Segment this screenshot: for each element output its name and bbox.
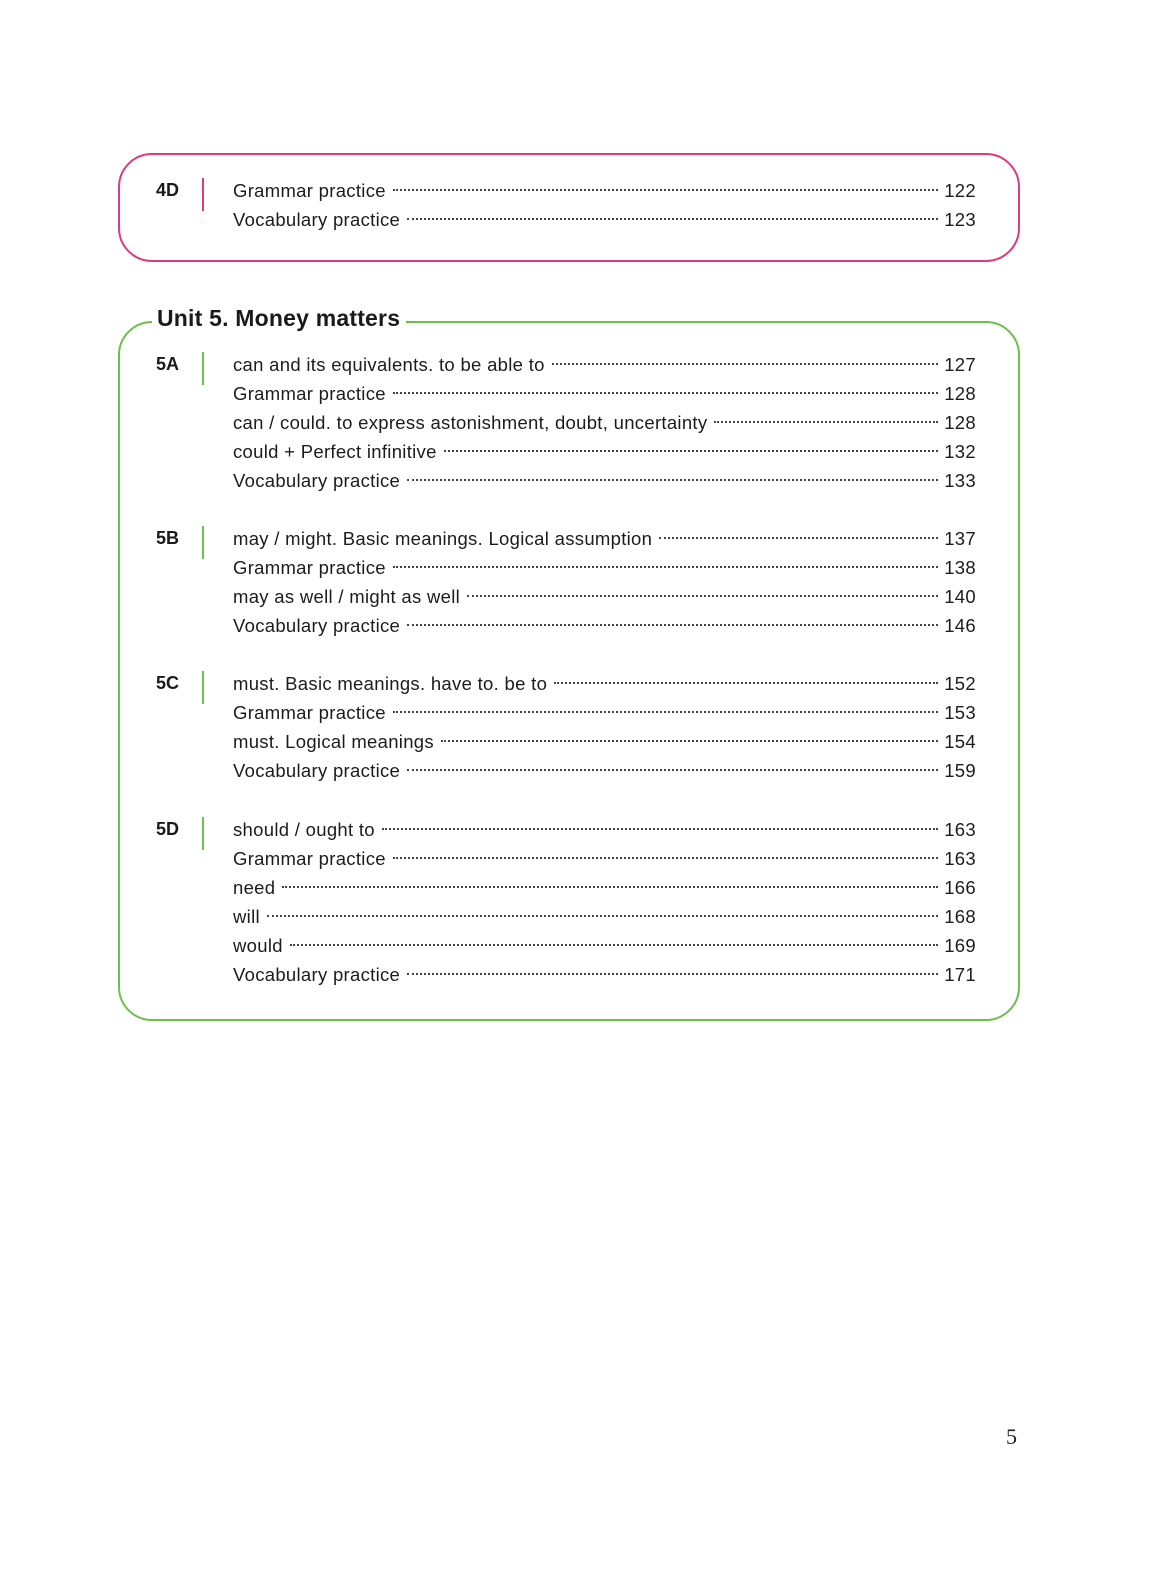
- entry-title: will: [233, 906, 260, 927]
- section-divider: [202, 178, 204, 211]
- entry-title: Grammar practice: [233, 702, 386, 723]
- entry-page: 123: [944, 209, 976, 230]
- toc-entry[interactable]: [233, 176, 976, 205]
- dot-leader: [554, 682, 938, 684]
- entry-page: 163: [944, 819, 976, 840]
- entry-page: 154: [944, 731, 976, 752]
- toc-entry[interactable]: [233, 931, 976, 960]
- toc-entry[interactable]: [233, 582, 976, 611]
- entry-title: Grammar practice: [233, 848, 386, 869]
- section-code: 5B: [156, 528, 180, 548]
- entry-list: [233, 350, 976, 495]
- section-code: 5A: [156, 354, 180, 374]
- dot-leader: [659, 537, 938, 539]
- entry-page: 152: [944, 673, 976, 694]
- entry-title: must. Basic meanings. have to. be to: [233, 673, 548, 694]
- entry-title: can / could. to express astonishment, doubt, uncertainty: [233, 412, 708, 433]
- section-divider: [202, 671, 204, 704]
- unit-heading: Unit 5. Money matters: [152, 304, 406, 332]
- toc-entry[interactable]: [233, 437, 976, 466]
- section-divider: [202, 352, 204, 385]
- entry-page: 166: [944, 877, 976, 898]
- entry-page: 137: [944, 528, 976, 549]
- section-divider: [202, 817, 204, 850]
- entry-title: should / ought to: [233, 819, 375, 840]
- section-code: 5D: [156, 819, 180, 839]
- entry-page: 169: [944, 935, 976, 956]
- entry-title: Grammar practice: [233, 180, 386, 201]
- dot-leader: [714, 421, 938, 423]
- toc-entry[interactable]: [233, 379, 976, 408]
- section-divider: [202, 526, 204, 559]
- toc-entry[interactable]: [233, 756, 976, 785]
- dot-leader: [407, 973, 938, 975]
- dot-leader: [441, 740, 938, 742]
- toc-entry[interactable]: [233, 727, 976, 756]
- entry-title: Grammar practice: [233, 383, 386, 404]
- entry-list: [233, 176, 976, 234]
- toc-entry[interactable]: [233, 205, 976, 234]
- page-number: 5: [1006, 1424, 1017, 1449]
- entry-page: 140: [944, 586, 976, 607]
- entry-page: 127: [944, 354, 976, 375]
- entry-title: Vocabulary practice: [233, 964, 401, 985]
- entry-title: Vocabulary practice: [233, 760, 401, 781]
- entry-page: 171: [944, 964, 976, 985]
- toc-entry[interactable]: [233, 669, 976, 698]
- dot-leader: [467, 595, 938, 597]
- dot-leader: [393, 566, 938, 568]
- entry-page: 132: [944, 441, 976, 462]
- dot-leader: [290, 944, 938, 946]
- entry-title: can and its equivalents. to be able to: [233, 354, 545, 375]
- entry-page: 163: [944, 848, 976, 869]
- entry-title: could + Perfect infinitive: [233, 441, 437, 462]
- entry-title: would: [233, 935, 283, 956]
- entry-title: may / might. Basic meanings. Logical assumption: [233, 528, 653, 549]
- entry-page: 128: [944, 383, 976, 404]
- dot-leader: [407, 479, 938, 481]
- toc-entry[interactable]: [233, 350, 976, 379]
- entry-list: [233, 524, 976, 640]
- toc-entry[interactable]: [233, 844, 976, 873]
- entry-page: 122: [944, 180, 976, 201]
- entry-page: 153: [944, 702, 976, 723]
- section-code: 5C: [156, 673, 180, 693]
- toc-entry[interactable]: [233, 873, 976, 902]
- entry-title: Grammar practice: [233, 557, 386, 578]
- entry-page: 133: [944, 470, 976, 491]
- toc-entry[interactable]: [233, 902, 976, 931]
- entry-title: may as well / might as well: [233, 586, 461, 607]
- dot-leader: [382, 828, 938, 830]
- dot-leader: [282, 886, 938, 888]
- toc-entry[interactable]: [233, 815, 976, 844]
- section-code: 4D: [156, 180, 180, 200]
- toc-entry[interactable]: [233, 466, 976, 495]
- dot-leader: [393, 189, 938, 191]
- dot-leader: [407, 769, 938, 771]
- toc-entry[interactable]: [233, 524, 976, 553]
- dot-leader: [444, 450, 939, 452]
- entry-list: [233, 815, 976, 989]
- entry-title: Vocabulary practice: [233, 470, 401, 491]
- toc-entry[interactable]: [233, 611, 976, 640]
- dot-leader: [407, 218, 938, 220]
- entry-list: [233, 669, 976, 785]
- dot-leader: [267, 915, 938, 917]
- entry-title: must. Logical meanings: [233, 731, 434, 752]
- entry-page: 138: [944, 557, 976, 578]
- dot-leader: [393, 711, 938, 713]
- toc-entry[interactable]: [233, 553, 976, 582]
- entry-page: 128: [944, 412, 976, 433]
- toc-entry[interactable]: [233, 408, 976, 437]
- entry-page: 146: [944, 615, 976, 636]
- dot-leader: [393, 857, 938, 859]
- toc-entry[interactable]: [233, 960, 976, 989]
- dot-leader: [407, 624, 938, 626]
- entry-page: 159: [944, 760, 976, 781]
- entry-title: Vocabulary practice: [233, 209, 401, 230]
- entry-title: Vocabulary practice: [233, 615, 401, 636]
- entry-page: 168: [944, 906, 976, 927]
- dot-leader: [393, 392, 938, 394]
- dot-leader: [552, 363, 939, 365]
- toc-entry[interactable]: [233, 698, 976, 727]
- entry-title: need: [233, 877, 276, 898]
